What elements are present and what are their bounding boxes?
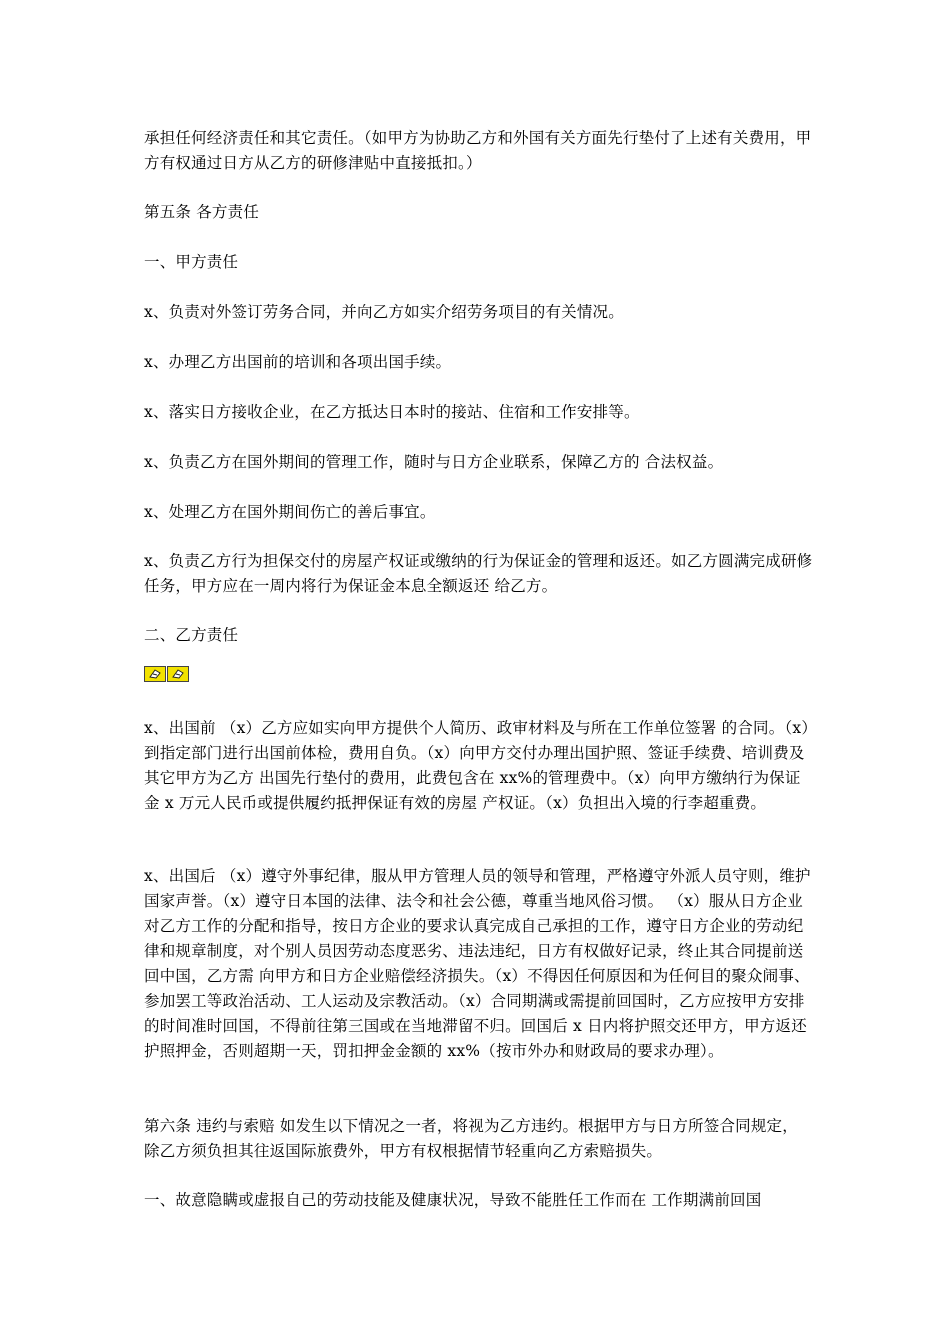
article-6-paragraph: 第六条 违约与索赔 如发生以下情况之一者，将视为乙方违约。根据甲方与日方所签合同规定， 除乙方须负担其往返国际旅费外，甲方有权根据情节轻重向乙方索赔损失。 xyxy=(144,1117,798,1160)
article-6-item-1: 一、故意隐瞒或虚报自己的劳动技能及健康状况，导致不能胜任工作而在 工作期满前回国 xyxy=(144,1191,762,1209)
party-a-item-3: x、落实日方接收企业，在乙方抵达日本时的接站、住宿和工作安排等。 xyxy=(144,403,640,421)
package-icon xyxy=(144,666,166,682)
party-a-item-1: x、负责对外签订劳务合同，并向乙方如实介绍劳务项目的有关情况。 xyxy=(144,303,624,321)
party-a-item-2: x、办理乙方出国前的培训和各项出国手续。 xyxy=(144,353,452,371)
party-a-item-6: x、负责乙方行为担保交付的房屋产权证或缴纳的行为保证金的管理和返还。如乙方圆满完成研修任务，甲方应在一周内将行为保证金本息全额返还 给乙方。 xyxy=(144,552,813,595)
paragraph-continuation: 承担任何经济责任和其它责任。（如甲方为协助乙方和外国有关方面先行垫付了上述有关费用，甲方有权通过日方从乙方的研修津贴中直接抵扣。） xyxy=(144,129,812,172)
party-b-after-departure: x、出国后 （x）遵守外事纪律，服从甲方管理人员的领导和管理，严格遵守外派人员守则，维护国家声誉。（x）遵守日本国的法律、法令和社会公德，尊重当地风俗习惯。 （x）服从日方企业对乙方工作的分配和指导，按日方企业的要求认真完成自己承担的工作，遵守日方企业的劳动纪律和规章制度，对个别人员因劳动态度恶劣、违法违纪，日方有权做好记录，终止其合同提前送回中国，乙方需 向甲方和日方企业赔偿经济损失。（x）不得因任何原因和为任何目的聚众闹事、参加罢工等政治活动、工人运动及宗教活动。（x）合同期满或需提前回国时，乙方应按甲方安排的时间准时回国，不得前往第三国或在当地滞留不归。回国后 x 日内将护照交还甲方，甲方返还护照押金，否则超期一天，罚扣押金金额的 xx%（按市外办和财政局的要求办理）。 xyxy=(144,867,811,1060)
party-a-item-4: x、负责乙方在国外期间的管理工作，随时与日方企业联系，保障乙方的 合法权益。 xyxy=(144,453,724,471)
party-b-before-departure: x、出国前 （x）乙方应如实向甲方提供个人简历、政审材料及与所在工作单位签署 的合同。（x）到指定部门进行出国前体检，费用自负。（x）向甲方交付办理出国护照、签证手续费、培训费及其它甲方为乙方 出国先行垫付的费用，此费包含在 xx%的管理费中。（x）向甲方缴纳行为保证金 x 万元人民币或提供履约抵押保证有效的房屋 产权证。（x）负担出入境的行李超重费。 xyxy=(144,719,810,812)
package-icon xyxy=(167,666,189,682)
article-5-heading: 第五条 各方责任 xyxy=(144,203,260,221)
section-party-a-heading: 一、甲方责任 xyxy=(144,253,239,271)
section-party-b-heading: 二、乙方责任 xyxy=(144,626,239,644)
party-a-item-5: x、处理乙方在国外期间伤亡的善后事宜。 xyxy=(144,503,436,521)
embedded-object-icons xyxy=(144,666,192,684)
